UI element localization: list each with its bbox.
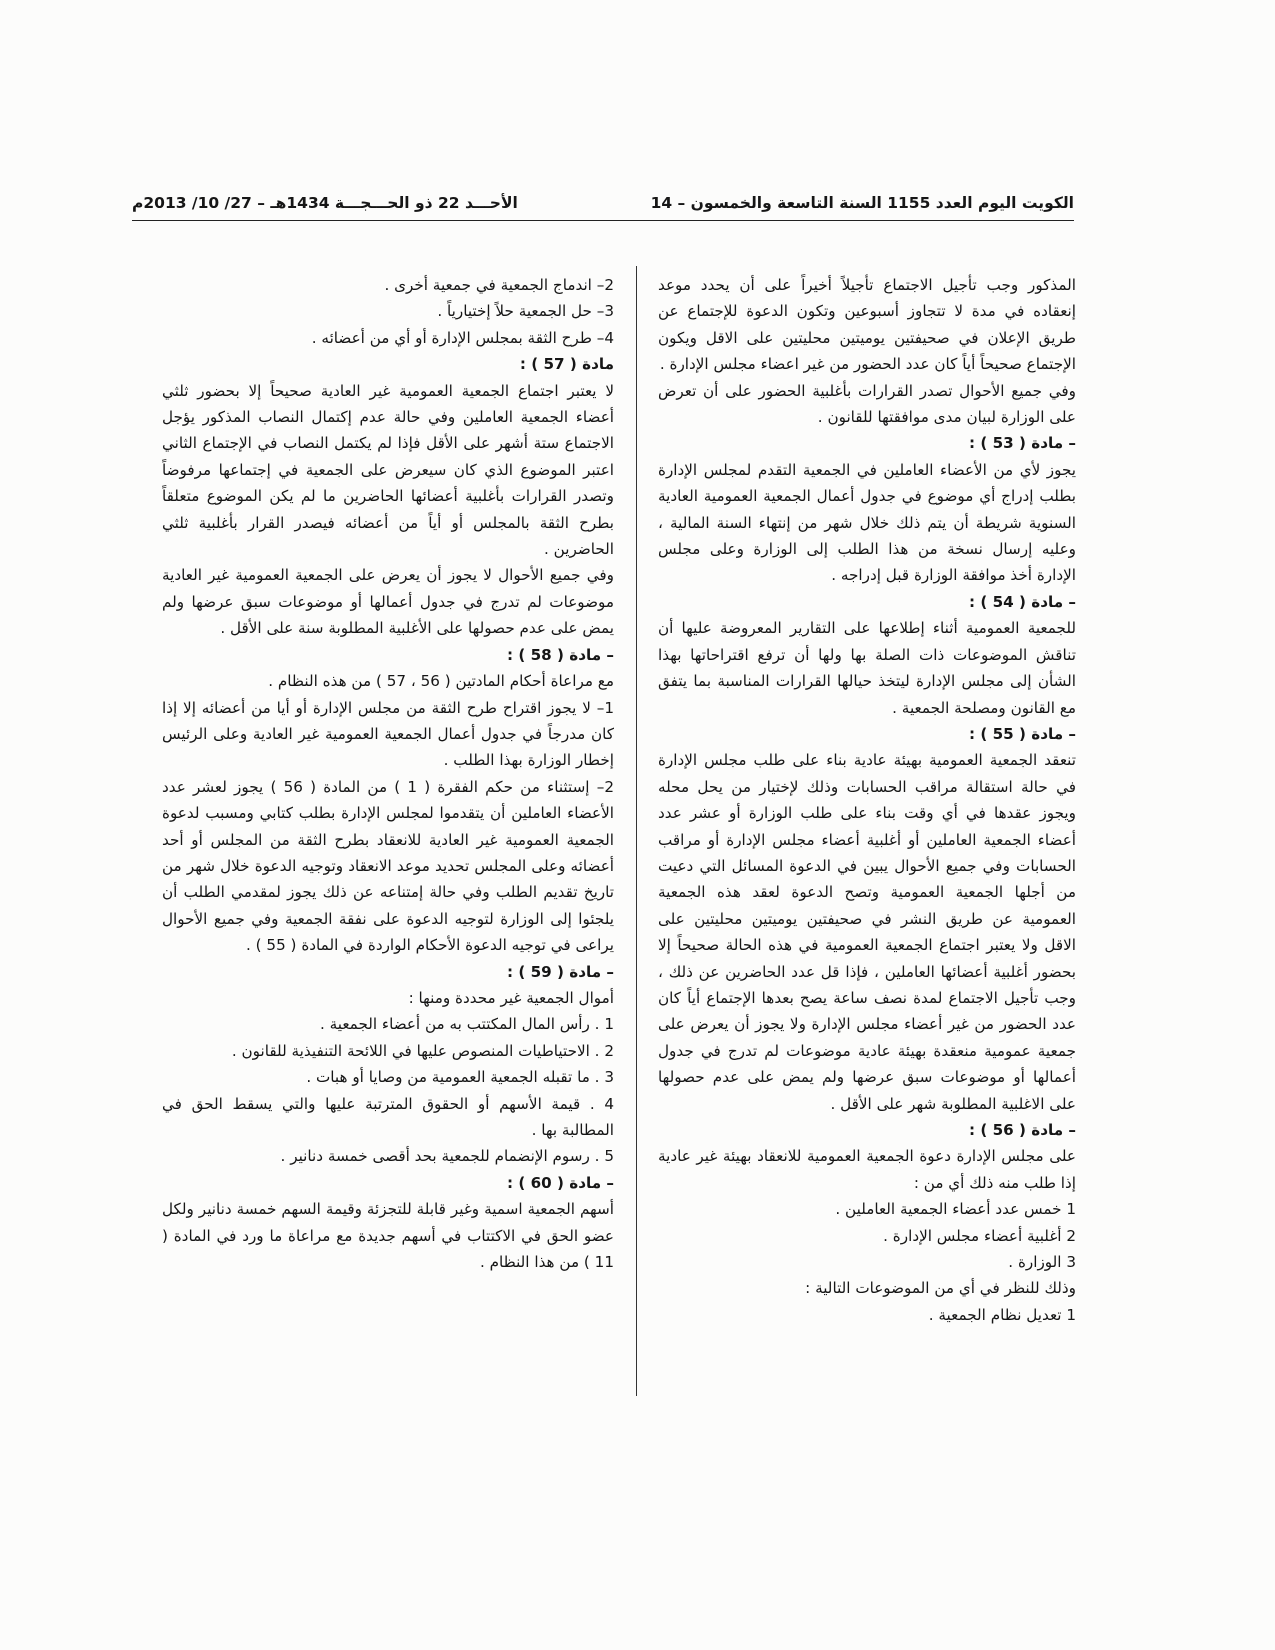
paragraph: وفي جميع الأحوال تصدر القرارات بأغلبية الحضور على أن تعرض على الوزارة لبيان مدى موافقتها للقانون . [658, 381, 1076, 427]
article-heading: – مادة ( 59 ) : [507, 962, 614, 981]
header-issue-info: الكويت اليوم العدد 1155 السنة التاسعة والخمسون – 14 [650, 194, 1074, 212]
list-item: 1 خمس عدد أعضاء الجمعية العاملين . [835, 1200, 1076, 1219]
list-item: 4– طرح الثقة بمجلس الإدارة أو أي من أعضائه . [311, 328, 614, 347]
article-heading: – مادة ( 54 ) : [969, 592, 1076, 611]
header-rule [132, 220, 1074, 221]
list-item: 1 . رأس المال المكتتب به من أعضاء الجمعية . [319, 1015, 614, 1034]
column-divider [636, 266, 637, 1396]
right-column [658, 272, 1076, 1328]
left-column [162, 272, 614, 1275]
paragraph: المذكور وجب تأجيل الاجتماع تأجيلاً أخيراً على أن يحدد موعد إنعقاده في مدة لا تتجاوز أسبوعين وتكون الدعوة للإجتماع عن طريق الإعلان في صحيفتين يوميتين محليتين على الاقل ويكون الإجتماع صحيحاً أياً كان عدد الحضور من غير اعضاء مجلس الإدارة . [658, 276, 1076, 374]
article-heading: – مادة ( 55 ) : [969, 724, 1076, 743]
list-item: 3 . ما تقبله الجمعية العمومية من وصايا أو هبات . [306, 1068, 614, 1087]
paragraph: مع مراعاة أحكام المادتين ( 56 ، 57 ) من هذه النظام . [268, 672, 614, 691]
paragraph: وذلك للنظر في أي من الموضوعات التالية : [805, 1279, 1076, 1298]
list-item: 2 . الاحتياطيات المنصوص عليها في اللائحة التنفيذية للقانون . [231, 1041, 614, 1060]
paragraph: على مجلس الإدارة دعوة الجمعية العمومية للانعقاد بهيئة غير عادية إذا طلب منه ذلك أي من : [658, 1147, 1076, 1192]
list-item: 4 . قيمة الأسهم أو الحقوق المترتبة عليها والتي يسقط الحق في المطالبة بها . [162, 1094, 614, 1139]
paragraph: وفي جميع الأحوال لا يجوز أن يعرض على الجمعية العمومية غير العادية موضوعات لم تدرج في جدول أعمالها أو موضوعات سبق عرضها ولم يمض على عدم حصولها على الأغلبية المطلوبة سنة على الأقل . [162, 566, 614, 638]
list-item: 1 تعديل نظام الجمعية . [928, 1305, 1076, 1324]
paragraph: أسهم الجمعية اسمية وغير قابلة للتجزئة وقيمة السهم خمسة دنانير ولكل عضو الحق في الاكتتاب في أسهم جديدة مع مراعاة ما ورد في المادة ( 11 ) من هذا النظام . [162, 1200, 614, 1272]
paragraph: لا يعتبر اجتماع الجمعية العمومية غير العادية صحيحاً إلا بحضور ثلثي أعضاء الجمعية العاملين وفي حالة عدم إكتمال النصاب المذكور يؤجل الاجتماع ستة أشهر على الأقل فإذا لم يكتمل النصاب في الإجتماع الثاني اعتبر الموضوع الذي كان سيعرض على الجمعية في إجتماعها مرفوضاً وتصدر القرارات بأغلبية أعضائها الحاضرين ما لم يكن الموضوع متعلقاً بطرح الثقة بالمجلس أو أياً من أعضائه فيصدر القرار بأغلبية ثلثي الحاضرين . [162, 381, 614, 559]
paragraph: يجوز لأي من الأعضاء العاملين في الجمعية التقدم لمجلس الإدارة بطلب إدراج أي موضوع في جدول أعمال الجمعية العمومية العادية السنوية شريطة أن يتم ذلك خلال شهر من إنتهاء السنة المالية ، وعليه إرسال نسخة من هذا الطلب إلى الوزارة وعلى مجلس الإدارة أخذ موافقة الوزارة قبل إدراجه . [658, 460, 1076, 585]
article-heading: – مادة ( 56 ) : [969, 1121, 1076, 1139]
paragraph: للجمعية العمومية أثناء إطلاعها على التقارير المعروضة عليها أن تناقش الموضوعات ذات الصلة بها ولها أن ترفع اقتراحاتها بهذا الشأن إلى مجلس الإدارة ليتخذ حيالها القرارات المناسبة بما يتفق مع القانون ومصلحة الجمعية . [658, 619, 1076, 717]
paragraph: 2– إستثناء من حكم الفقرة ( 1 ) من المادة ( 56 ) يجوز لعشر عدد الأعضاء العاملين أن يتقدموا لمجلس الإدارة بطلب كتابي ومسبب لدعوة الجمعية العمومية غير العادية للانعقاد بطرح الثقة من المجلس أو أحد أعضائه وعلى المجلس تحديد موعد الانعقاد وتوجيه الدعوة خلال شهر من تاريخ تقديم الطلب وفي حالة إمتناعه عن ذلك يجوز لمقدمي الطلب أن يلجئوا إلى الوزارة لتوجيه الدعوة على نفقة الجمعية وفي جميع الأحوال يراعى في توجيه الدعوة الأحكام الواردة في المادة ( 55 ) . [162, 777, 614, 955]
list-item: 5 . رسوم الإنضمام للجمعية بحد أقصى خمسة دنانير . [280, 1147, 614, 1166]
list-item: 3– حل الجمعية حلاً إختيارياً . [437, 302, 614, 321]
article-heading: – مادة ( 53 ) : [969, 434, 1076, 453]
list-item: 2– اندماج الجمعية في جمعية أخرى . [384, 276, 614, 294]
page-header [132, 190, 1074, 216]
list-item: 2 أغلبية أعضاء مجلس الإدارة . [883, 1226, 1076, 1245]
article-heading: مادة ( 57 ) : [519, 355, 614, 374]
list-item: 3 الوزارة . [1008, 1253, 1076, 1272]
paragraph: تنعقد الجمعية العمومية بهيئة عادية بناء على طلب مجلس الإدارة في حالة استقالة مراقب الحسابات وذلك لإختيار من يحل محله ويجوز عقدها في أي وقت بناء على طلب الوزارة أو عشر عدد أعضاء الجمعية العاملين أو أغلبية أعضاء مجلس الإدارة أو مراقب الحسابات وفي جميع الأحوال يبين في الدعوة المسائل التي دعيت من أجلها الجمعية العمومية وتصح الدعوة لعقد هذه الجمعية العمومية عن طريق النشر في صحيفتين يوميتين محليتين على الاقل ولا يعتبر اجتماع الجمعية العمومية في هذه الحالة صحيحاً إلا بحضور أغلبية أعضائها العاملين ، فإذا قل عدد الحاضرين عن ذلك ، وجب تأجيل الاجتماع لمدة نصف ساعة يصح بعدها الإجتماع أياً كان عدد الحضور من غير أعضاء مجلس الإدارة ولا يجوز أن يعرض على جمعية عمومية منعقدة بهيئة عادية موضوعات لم تدرج في جدول أعمالها أو موضوعات سبق عرضها ولم يمض على عدم حصولها على الاغلبية المطلوبة شهر على الأقل . [658, 751, 1076, 1113]
article-heading: – مادة ( 58 ) : [507, 645, 614, 664]
header-date: الأحـــد 22 ذو الحـــجـــة 1434هـ – 27/ 10/ 2013م [132, 194, 518, 212]
paragraph: 1– لا يجوز اقتراح طرح الثقة من مجلس الإدارة أو أيا من أعضائه إلا إذا كان مدرجاً في جدول أعمال الجمعية العمومية غير العادية وعلى الرئيس إخطار الوزارة بهذا الطلب . [162, 698, 614, 770]
article-heading: – مادة ( 60 ) : [507, 1173, 614, 1192]
paragraph: أموال الجمعية غير محددة ومنها : [408, 988, 614, 1007]
